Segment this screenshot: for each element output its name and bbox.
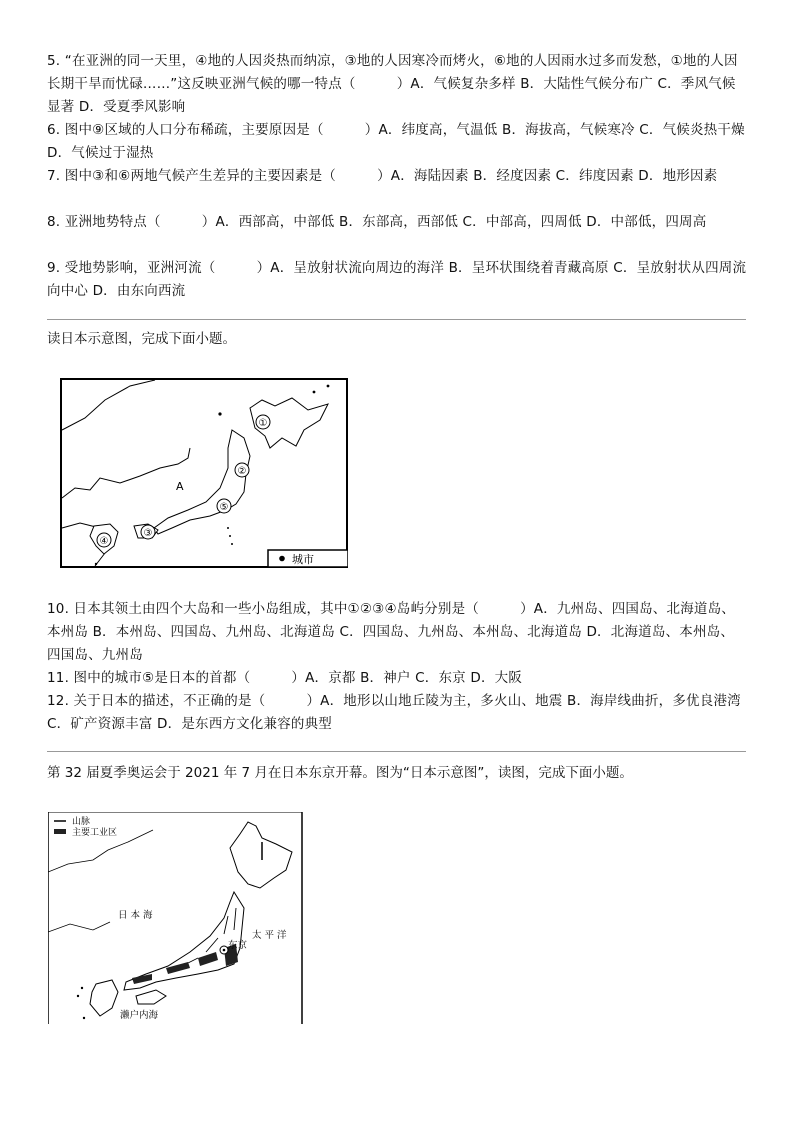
svg-text:②: ② <box>237 466 247 477</box>
legend-industry: 主要工业区 <box>72 828 118 838</box>
label-sea-of-japan: 日 本 海 <box>118 910 153 921</box>
question-8: 8. 亚洲地势特点（ ）A．西部高，中部低 B．东部高，西部低 C．中部高，四周低 D．中部低，四周高 <box>47 214 707 230</box>
svg-text:①: ① <box>258 418 268 429</box>
divider-1 <box>47 319 746 320</box>
hokkaido-island <box>230 822 292 888</box>
japan-map-1 <box>60 378 348 568</box>
map-label-3 <box>141 525 155 539</box>
question-10: 10. 日本其领土由四个大岛和一些小岛组成，其中①②③④岛屿分别是（ ）A．九州岛、四国岛、北海道岛、本州岛 B．本州岛、四国岛、九州岛、北海道岛 C．四国岛、九州岛、本州岛、北海道岛 D．北海道岛、本州岛、四国岛、九州岛 <box>47 601 736 663</box>
question-11: 11. 图中的城市⑤是日本的首都（ ）A．京都 B．神户 C．东京 D．大阪 <box>47 670 523 686</box>
map-label-2 <box>235 463 249 477</box>
honshu-island <box>124 892 244 990</box>
shikoku-island <box>136 990 166 1004</box>
map-label-4 <box>97 533 111 547</box>
legend-mountain: 山脉 <box>72 817 91 827</box>
svg-text:③: ③ <box>143 528 153 539</box>
label-tokyo: 东京 <box>228 940 248 951</box>
question-9: 9. 受地势影响，亚洲河流（ ）A．呈放射状流向周边的海洋 B．呈环状围绕着青藏高原 C．呈放射状从四周流向中心 D．由东向西流 <box>47 260 747 299</box>
map-label-1 <box>256 415 270 429</box>
map-letter-a: A <box>176 480 184 493</box>
svg-text:⑤: ⑤ <box>219 502 229 513</box>
lead-text-map1: 读日本示意图，完成下面小题。 <box>47 331 236 347</box>
kyushu-island <box>90 980 118 1016</box>
japan-map-2 <box>48 812 304 1024</box>
divider-2 <box>47 751 746 752</box>
lead-text-map2: 第 32 届夏季奥运会于 2021 年 7 月在日本东京开幕。图为“日本示意图”，读图，完成下面小题。 <box>47 765 633 781</box>
question-7: 7. 图中③和⑥两地气候产生差异的主要因素是（ ）A．海陆因素 B．经度因素 C．纬度因素 D．地形因素 <box>47 168 718 184</box>
label-seto-inland-sea: 濑户内海 <box>120 1010 159 1021</box>
industry-legend-icon <box>54 829 66 834</box>
svg-text:城市: 城市 <box>292 553 314 566</box>
map-label-5 <box>217 499 231 513</box>
question-5: 5. “在亚洲的同一天里，④地的人因炎热而纳凉，③地的人因寒冷而烤火，⑥地的人因雨水过多而发愁，①地的人因长期干旱而忧碌……”这反映亚洲气候的哪一特点（ ）A．气候复杂多样 B．大陆性气候分布广 C．季风气候显著 D．受夏季风影响 <box>47 53 738 115</box>
city-dot-icon <box>279 556 285 562</box>
svg-text:④: ④ <box>99 536 109 547</box>
legend-city <box>268 550 348 567</box>
question-12: 12. 关于日本的描述，不正确的是（ ）A．地形以山地丘陵为主，多火山、地震 B．海岸线曲折，多优良港湾 C．矿产资源丰富 D．是东西方文化兼容的典型 <box>47 693 741 732</box>
question-6: 6. 图中⑨区域的人口分布稀疏，主要原因是（ ）A．纬度高，气温低 B．海拔高，气候寒冷 C．气候炎热干燥 D．气候过于湿热 <box>47 122 745 161</box>
label-pacific-ocean: 太 平 洋 <box>252 930 287 941</box>
